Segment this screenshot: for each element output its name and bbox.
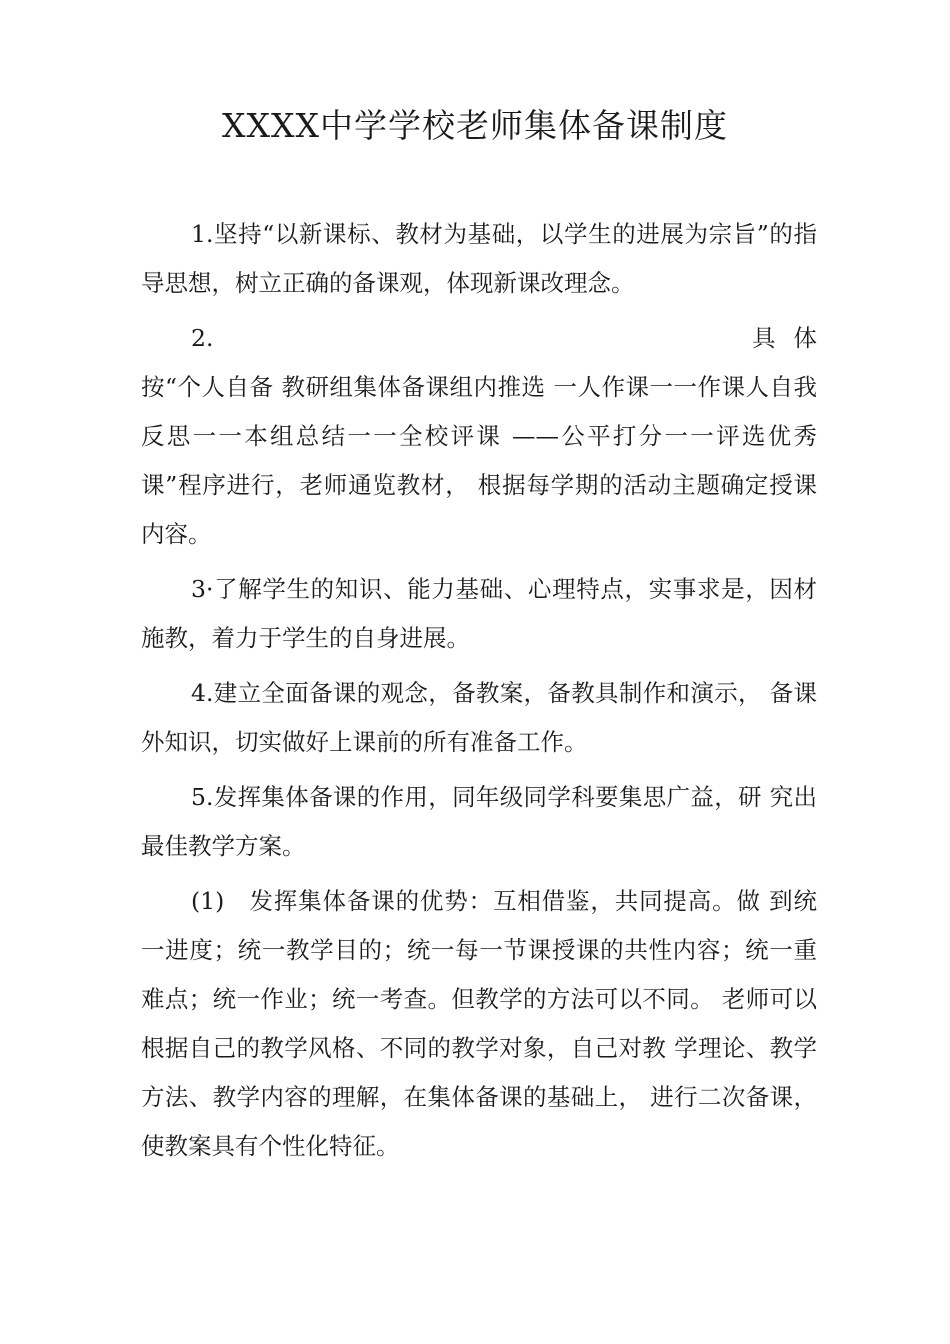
paragraph-4: 4.建立全面备课的观念，备教案，备教具制作和演示， 备课外知识，切实做好上课前的所有准备工作。 [141,679,817,756]
document-body [141,210,835,1177]
paragraph-2-spread-text: 具体 [752,324,835,352]
paragraph-3: 3·了解学生的知识、能力基础、心理特点，实事求是，因材施教，着力于学生的自身进展。 [141,575,817,652]
paragraph-2-body: 按“个人自备 教研组集体备课组内推选 一人作课一一作课人自我反思一一本组总结一一全校评课 ——公平打分一一评选优秀课”程序进行，老师通览教材， 根据每学期的活动主题确定授课内容。 [141,373,817,548]
paragraph-2-number: 2. [191,324,214,352]
paragraph-2-heading [141,314,835,363]
paragraph-5: 5.发挥集体备课的作用，同年级同学科要集思广益，研 究出最佳教学方案。 [141,783,817,860]
paragraph-1: 1.坚持“以新课标、教材为基础，以学生的进展为宗旨”的指导思想，树立正确的备课观，体现新课改理念。 [141,220,817,297]
paragraph-6: (1) 发挥集体备课的优势：互相借鉴，共同提高。做 到统一进度；统一教学目的；统一每一节课授课的共性内容；统一重难点；统一作业；统一考查。但教学的方法可以不同。 老师可以根据自己的教学风格、不同的教学对象，自己对教 学理论、教学方法、教学内容的理解，在集体备课的基础上， 进行二次备课，使教案具有个性化特征。 [141,887,817,1160]
document-title: XXXX中学学校老师集体备课制度 [222,106,728,145]
